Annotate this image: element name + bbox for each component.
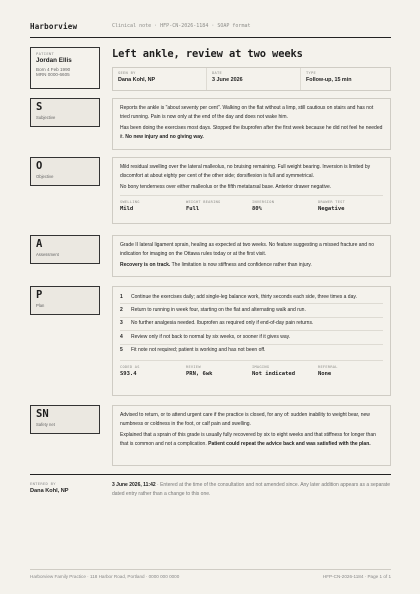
section-letter: A [36,238,43,250]
footer-page-info: HFP-CN-2026-1184 · Page 1 of 1 [322,574,391,579]
section-panel-subjective [112,98,391,150]
patient-born: Born 4 Feb 1990 [36,66,71,72]
section-tag-subjective [30,98,100,127]
subjective-paragraph: Has been doing the exercises most days. Stopped the ibuprofen after the first week because he did not feel he needed it. No new injury and no giving way. [120,125,383,140]
entry-timestamp: 3 June 2026, 11:42 [112,482,156,488]
objective-paragraph: Mild residual swelling over the lateral malleolus, no bruising remaining. Full weight bearing. Inversion is limited by discomfort at about eighty per cent of the other side; dorsiflexion is full and symmetrical. [120,164,371,179]
section-tag-safety-net [30,405,100,434]
safety-net-paragraph: Advised to return, or to attend urgent care if the practice is closed, for any of: sudden inability to weight bear, new numbness or coldness in the foot, or calf pain and swelling. [120,412,370,427]
plan-item: 1 Continue the exercises daily; add single-leg balance work, thirty seconds each side, three times a day. [120,291,383,304]
assessment-paragraph: Recovery is on track. The limitation is now stiffness and confidence rather than injury. [120,262,312,269]
meta-type [301,68,390,90]
section-tag-assessment [30,235,100,264]
patient-name: Jordan Ellis [36,57,72,64]
section-subtitle: Objective [36,174,54,179]
entered-name: Dana Kohl, NP [30,488,69,494]
meta-label: TYPE [306,71,317,75]
section-subtitle: Assessment [36,252,59,257]
divider [30,474,391,475]
plan-referral: REFERRAL None [318,365,338,378]
section-panel-objective [112,157,391,224]
plan-item: 3 No further analgesia needed. Ibuprofen as required only if end-of-day pain returns. [120,318,383,331]
plan-coded-as: CODED AS S93.4 [120,365,140,378]
section-tag-objective [30,157,100,186]
patient-card [30,47,100,89]
visit-meta [112,67,391,91]
assessment-paragraph: Grade II lateral ligament sprain, healing as expected at two weeks. No feature suggesting a missed fracture and no indication for imaging on the Ottawa rules today or at the first visit. [120,242,375,257]
footer-address: Harborview Family Practice · 118 Harbor Road, Portland · 0000 000 0000 [30,574,180,579]
plan-item: 2 Return to running in week four, starting on the flat and alternating walk and run. [120,304,383,317]
section-letter: SN [36,408,49,420]
meta-date [207,68,301,90]
safety-net-paragraph: Explained that a sprain of this grade is usually fully recovered by six to eight weeks and that stiffness for longer than that is common and not a complication. Patient could repeat the advice back and was satisfied with the plan. [120,432,376,447]
finding-inversion: INVERSION 80% [252,199,275,212]
section-panel-assessment [112,235,391,277]
breadcrumb: Clinical note · HFP-CN-2026-1184 · SOAP format [112,23,251,29]
meta-label: SEEN BY [118,71,136,75]
section-letter: O [36,160,43,172]
subjective-emphasis: No new injury and no giving way. [125,133,204,140]
subjective-paragraph: Reports the ankle is "about seventy per cent". Walking on the flat without a limp, still cautious on stairs and has not tried running. Pain is now only at the end of the day and does not wake him. [120,105,374,120]
section-panel-safety-net [112,405,391,466]
entry-note: 3 June 2026, 11:42 · Entered at the time of the consultation and not amended since. Any later addition appears as a separate dated entry rather than a change to this one. [112,482,390,497]
finding-drawer-test: DRAWER TEST Negative [318,199,346,212]
section-panel-plan [112,286,391,396]
meta-value: 3 June 2026 [212,77,243,83]
plan-item: 5 Fit note not required; patient is working and has not been off. [120,347,266,354]
entered-by [30,481,69,494]
patient-mrn: MRN 0000-6605 [36,72,70,78]
brand-name: Harborview [30,22,78,31]
divider [30,569,391,570]
section-subtitle: Subjective [36,115,56,120]
finding-swelling: SWELLING Mild [120,199,140,212]
assessment-emphasis: Recovery is on track. [120,262,171,269]
section-tag-plan [30,286,100,315]
meta-value: Follow-up, 15 min [306,77,352,83]
section-letter: P [36,289,43,301]
page-header [30,22,391,38]
safety-net-emphasis: Patient could repeat the advice back and was satisfied with the plan. [208,440,371,447]
entered-label: ENTERED BY [30,481,56,486]
section-letter: S [36,101,43,113]
finding-weight-bearing: WEIGHT BEARING Full [186,199,221,212]
section-subtitle: Safety net [36,422,55,427]
objective-findings [120,195,383,212]
patient-label: PATIENT [36,51,55,56]
section-subtitle: Plan [36,303,45,308]
meta-label: DATE [212,71,223,75]
meta-seen-by [113,68,207,90]
plan-codes [120,360,383,377]
page-title: Left ankle, review at two weeks [112,48,303,60]
plan-item: 4 Review only if not back to normal by six weeks, or sooner if it gives way. [120,331,383,344]
meta-value: Dana Kohl, NP [118,77,156,83]
plan-review: REVIEW PRN, 6wk [186,365,213,378]
objective-paragraph: No bony tenderness over either malleolus or the fifth metatarsal base. Anterior drawer negative. [120,184,332,191]
plan-imaging: IMAGING Not indicated [252,365,296,378]
